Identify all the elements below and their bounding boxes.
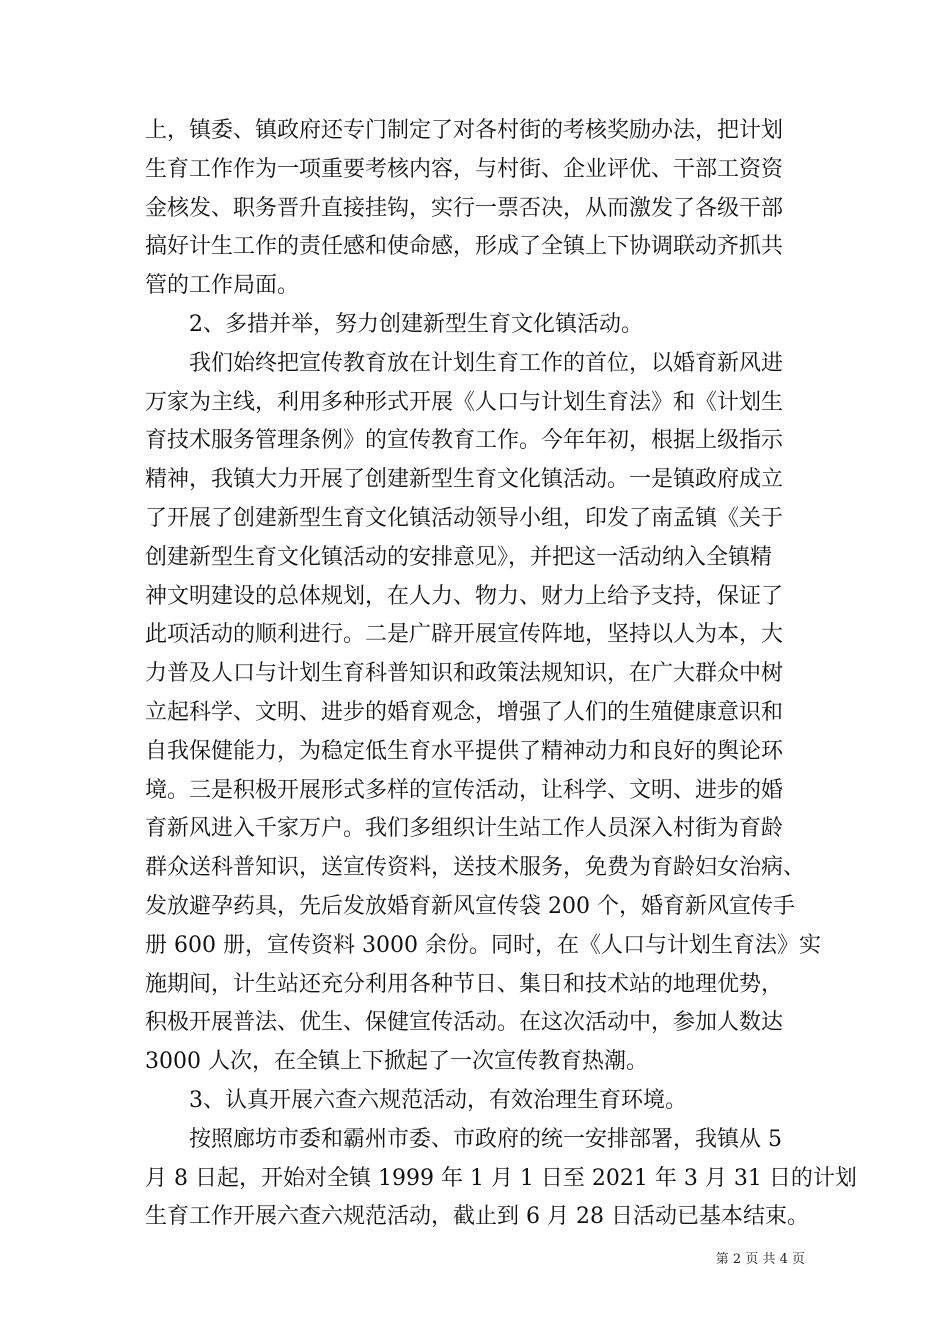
text-line: 自我保健能力，为稳定低生育水平提供了精神动力和良好的舆论环 <box>145 738 784 764</box>
text-line: 按照廊坊市委和霸州市委、市政府的统一安排部署，我镇从 5 <box>145 1126 782 1152</box>
text-line: 精神，我镇大力开展了创建新型生育文化镇活动。一是镇政府成立 <box>145 467 784 493</box>
text-line: 管的工作局面。 <box>145 273 300 299</box>
text-line: 积极开展普法、优生、保健宣传活动。在这次活动中，参加人数达 <box>145 1010 784 1036</box>
section-heading: 2、多措并举，努力创建新型生育文化镇活动。 <box>145 311 643 337</box>
text-line: 上，镇委、镇政府还专门制定了对各村街的考核奖励办法，把计划 <box>145 118 784 143</box>
text-line: 创建新型生育文化镇活动的安排意见》，并把这一活动纳入全镇精 <box>145 544 773 570</box>
document-body <box>145 112 857 1237</box>
text-line: 我们始终把宣传教育放在计划生育工作的首位，以婚育新风进 <box>145 350 784 376</box>
text-line: 了开展了创建新型生育文化镇活动领导小组，印发了南孟镇《关于 <box>145 505 784 531</box>
text-line: 育技术服务管理条例》的宣传教育工作。今年年初，根据上级指示 <box>145 428 784 454</box>
text-line: 施期间，计生站还充分利用各种节日、集日和技术站的地理优势， <box>145 971 784 997</box>
text-line: 万家为主线，利用多种形式开展《人口与计划生育法》和《计划生 <box>145 389 784 415</box>
section-heading: 3、认真开展六查六规范活动，有效治理生育环境。 <box>145 1087 687 1113</box>
text-line: 生育工作作为一项重要考核内容，与村街、企业评优、干部工资资 <box>145 156 784 182</box>
text-line: 发放避孕药具，先后发放婚育新风宣传袋 200 个，婚育新风宣传手 <box>145 893 795 919</box>
text-line: 册 600 册，宣传资料 3000 余份。同时，在《人口与计划生育法》实 <box>145 932 821 958</box>
page-number: 第 2 页 共 4 页 <box>715 1252 805 1267</box>
text-line: 神文明建设的总体规划，在人力、物力、财力上给予支持，保证了 <box>145 583 784 609</box>
text-line: 境。三是积极开展形式多样的宣传活动，让科学、文明、进步的婚 <box>145 777 784 803</box>
text-line: 生育工作开展六查六规范活动，截止到 6 月 28 日活动已基本结束。 <box>145 1204 809 1230</box>
text-line: 力普及人口与计划生育科普知识和政策法规知识，在广大群众中树 <box>145 661 784 687</box>
text-line: 此项活动的顺利进行。二是广辟开展宣传阵地，坚持以人为本，大 <box>145 622 784 648</box>
text-line: 金核发、职务晋升直接挂钩，实行一票否决，从而激发了各级干部 <box>145 195 784 221</box>
text-line: 搞好计生工作的责任感和使命感，形成了全镇上下协调联动齐抓共 <box>145 234 784 260</box>
text-line: 群众送科普知识，送宣传资料，送技术服务，免费为育龄妇女治病、 <box>145 855 806 881</box>
text-line: 3000 人次，在全镇上下掀起了一次宣传教育热潮。 <box>145 1049 648 1075</box>
text-line: 立起科学、文明、进步的婚育观念，增强了人们的生殖健康意识和 <box>145 699 784 725</box>
text-line: 育新风进入千家万户。我们多组织计生站工作人员深入村街为育龄 <box>145 816 784 842</box>
text-line: 月 8 日起，开始对全镇 1999 年 1 月 1 日至 2021 年 3 月 31 日的计划 <box>145 1165 857 1191</box>
